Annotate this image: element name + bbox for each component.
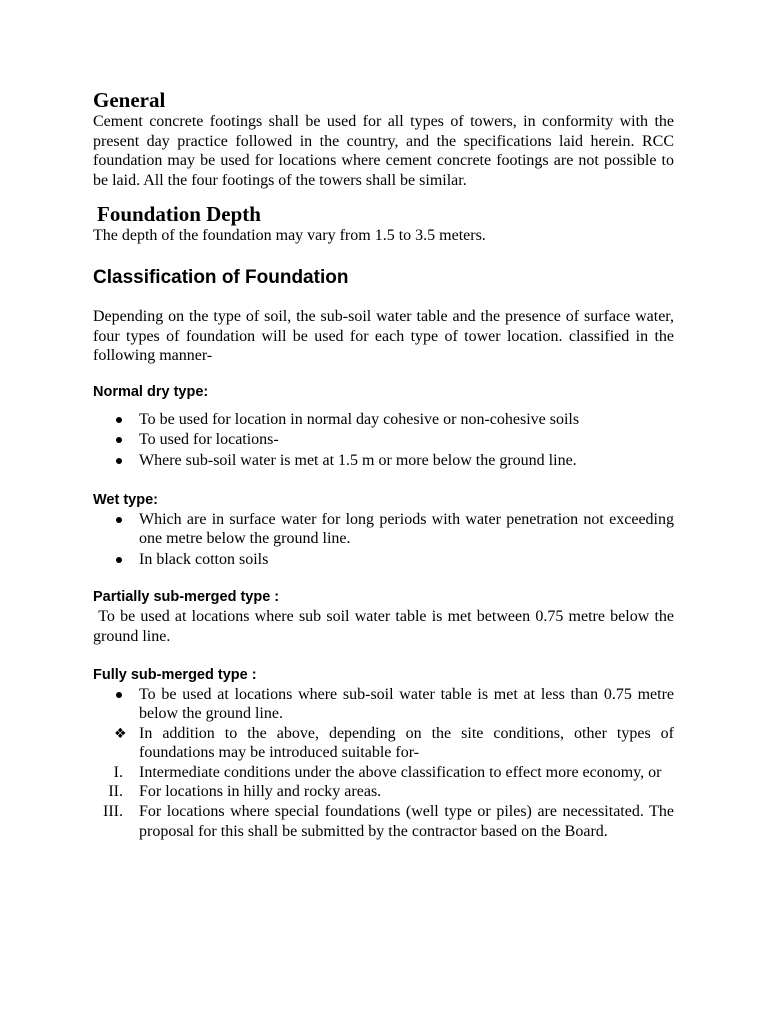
normal-dry-list [93,410,674,471]
list-item: To used for locations- [93,430,674,450]
list-item: Where sub-soil water is met at 1.5 m or more below the ground line. [93,451,674,471]
heading-foundation-depth: Foundation Depth [97,202,261,227]
heading-fully-submerged-type: Fully sub-merged type : [93,666,257,683]
bullet-icon [116,458,122,464]
bullet-icon [116,417,122,423]
bullet-icon [116,692,122,698]
paragraph-foundation-depth: The depth of the foundation may vary from 1.5 to 3.5 meters. [93,227,486,245]
roman-list-item: I. Intermediate conditions under the above classification to effect more economy, or [113,763,662,781]
heading-classification: Classification of Foundation [93,266,349,288]
wet-list [93,510,674,570]
list-item: To be used at locations where sub-soil water table is met at less than 0.75 metre below the ground line. [93,685,674,724]
paragraph-classification: Depending on the type of soil, the sub-soil water table and the presence of surface water, four types of foundation will be used for each type of tower location. classified in the following manner- [93,307,674,365]
roman-list-item: III. For locations where special foundations (well type or piles) are necessitated. The proposal for this shall be submitted by the contractor based on the Board. [103,803,674,840]
paragraph-general: Cement concrete footings shall be used for all types of towers, in conformity with the present day practice followed in the country, and the specifications laid herein. RCC foundation may be used for locations where cement concrete footings are not possible to be laid. All the four footings of the towers shall be similar. [93,113,674,189]
list-item: To be used for location in normal day cohesive or non-cohesive soils [93,410,674,430]
list-item: ❖ In addition to the above, depending on the site conditions, other types of foundations may be introduced suitable for- [114,724,674,762]
heading-general: General [93,88,166,112]
list-item: Which are in surface water for long periods with water penetration not exceeding one metre below the ground line. [93,510,674,549]
fully-submerged-list [93,685,674,763]
bullet-icon [116,557,122,563]
list-item: In black cotton soils [93,550,674,570]
heading-partially-submerged-type: Partially sub-merged type : [93,589,280,606]
bullet-icon [116,437,122,443]
paragraph-partially-submerged: To be used at locations where sub soil water table is met between 0.75 metre below the ground line. [93,608,679,645]
roman-list [93,763,674,841]
bullet-icon [116,517,122,523]
document-page [93,88,679,841]
diamond-bullet-icon: ❖ [114,725,127,742]
heading-normal-dry-type: Normal dry type: [93,383,209,400]
roman-list-item: II. For locations in hilly and rocky areas. [108,783,382,801]
heading-wet-type: Wet type: [93,491,158,508]
